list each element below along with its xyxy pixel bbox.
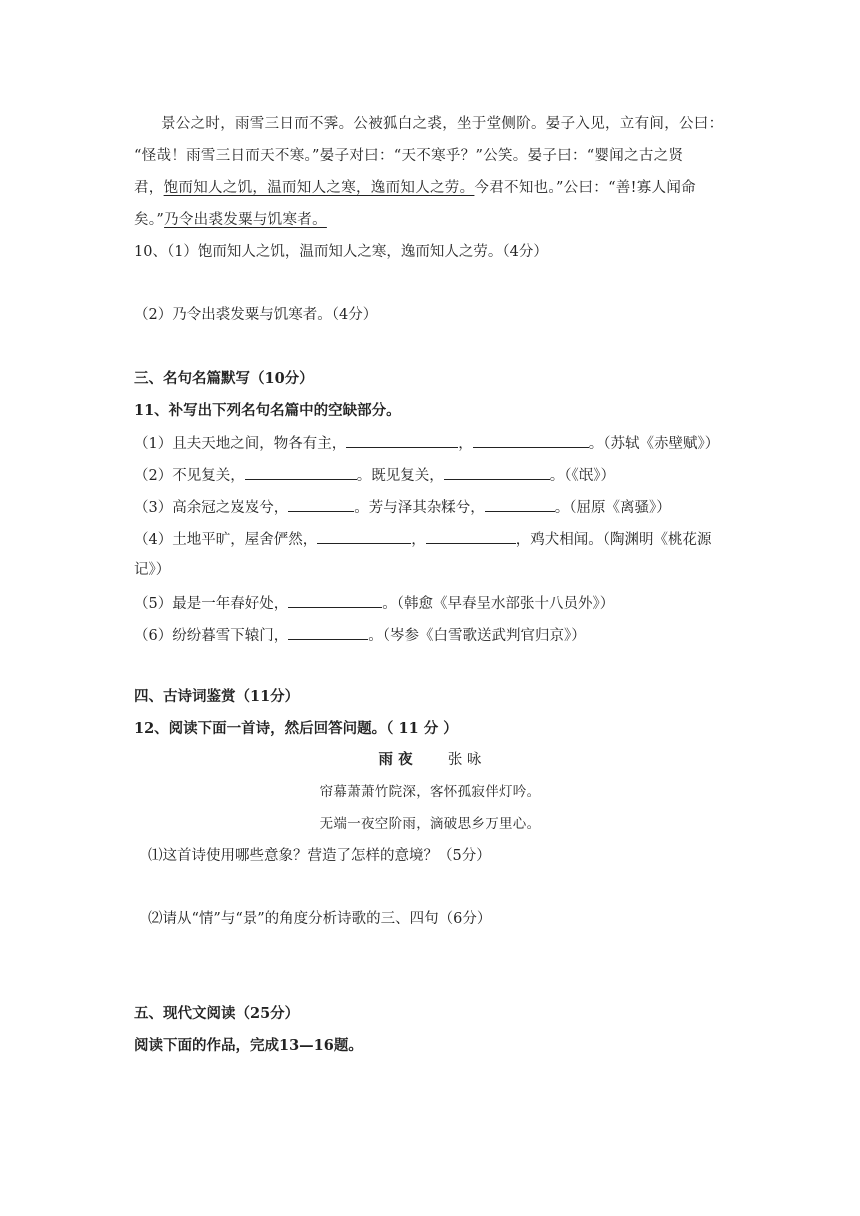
- q12-prompt: 12、阅读下面一首诗，然后回答问题。（ 11 分 ）: [134, 720, 458, 737]
- answer-blank[interactable]: [473, 431, 589, 448]
- answer-blank[interactable]: [317, 527, 411, 544]
- q12-sub-2: ⑵请从“情”与“景”的角度分析诗歌的三、四句（6分）: [148, 911, 492, 927]
- answer-blank[interactable]: [288, 623, 368, 640]
- q10-part-1: [134, 241, 548, 263]
- answer-blank[interactable]: [485, 495, 555, 512]
- passage-line-4: [134, 209, 327, 231]
- q11-item-1: [134, 431, 719, 455]
- q10-part-1-text: （1）饱而知人之饥，温而知人之寒，逸而知人之劳。（4分）: [166, 244, 548, 260]
- underlined-sentence-2: 乃令出裘发粟与饥寒者。: [164, 212, 327, 228]
- q12-sub-1: ⑴这首诗使用哪些意象？营造了怎样的意境？（5分）: [148, 848, 491, 864]
- poem-heading: [0, 749, 860, 771]
- item-text: 。（岑参《白雪歌送武判官归京》）: [368, 628, 586, 644]
- q11-item-4-cont: 记》）: [134, 562, 171, 578]
- q11-item-6: [134, 623, 586, 647]
- q11-item-4: [134, 527, 711, 551]
- q11-item-2: [134, 463, 615, 487]
- item-text: 。（苏轼《赤壁赋》）: [588, 436, 720, 452]
- poem-line-2: 无端一夜空阶雨，滴破思乡万里心。: [319, 816, 541, 832]
- section-5-intro: 阅读下面的作品，完成13—16题。: [134, 1037, 363, 1054]
- q11-item-5: [134, 591, 614, 615]
- answer-blank[interactable]: [426, 527, 516, 544]
- passage-line-3: [134, 177, 696, 199]
- answer-blank[interactable]: [245, 463, 357, 480]
- answer-blank[interactable]: [288, 591, 382, 608]
- passage-text: 今君不知也。”公曰：“善!寡人闻命: [474, 180, 696, 196]
- poem-line-1: 帘幕萧萧竹院深，客怀孤寂伴灯吟。: [319, 784, 541, 800]
- passage-line-2: “怪哉！雨雪三日而天不寒。”晏子对曰：“天不寒乎？”公笑。晏子曰：“婴闻之古之贤: [134, 148, 684, 164]
- poem-author: 张 咏: [447, 752, 482, 768]
- item-text: 。（《氓》）: [549, 468, 615, 484]
- item-text: 。（屈原《离骚》）: [554, 500, 671, 516]
- answer-blank[interactable]: [288, 495, 354, 512]
- q11-prompt: 11、补写出下列名句名篇中的空缺部分。: [134, 402, 401, 419]
- section-4-title: 四、古诗词鉴赏（11分）: [134, 688, 300, 705]
- item-text: （1）且夫天地之间，物各有主，: [134, 436, 347, 452]
- item-text: ，: [411, 532, 426, 548]
- poem-title: 雨 夜: [378, 751, 413, 768]
- item-text: 。（韩愈《早春呈水部张十八员外》）: [382, 596, 615, 612]
- item-text: （3）高余冠之岌岌兮，: [134, 500, 289, 516]
- question-number: 10、: [134, 244, 167, 260]
- item-text: （2）不见复关，: [134, 468, 245, 484]
- item-text: （4）土地平旷，屋舍俨然，: [134, 532, 318, 548]
- item-text: 。芳与泽其杂糅兮，: [354, 500, 485, 516]
- q10-part-2: （2）乃令出裘发粟与饥寒者。（4分）: [134, 307, 378, 323]
- section-3-title: 三、名句名篇默写（10分）: [134, 370, 314, 387]
- item-text: ，: [458, 436, 473, 452]
- item-text: 。既见复关，: [356, 468, 444, 484]
- passage-text: 矣。”: [134, 212, 165, 228]
- item-text: ，鸡犬相闻。（陶渊明《桃花源: [515, 532, 712, 548]
- section-5-title: 五、现代文阅读（25分）: [134, 1005, 300, 1022]
- answer-blank[interactable]: [444, 463, 550, 480]
- answer-blank[interactable]: [346, 431, 458, 448]
- q11-item-3: [134, 495, 671, 519]
- underlined-sentence-1: 饱而知人之饥，温而知人之寒，逸而知人之劳。: [163, 180, 475, 196]
- passage-line-1: 景公之时，雨雪三日而不霁。公被狐白之裘，坐于堂侧阶。晏子入见，立有间，公曰：: [161, 116, 724, 132]
- item-text: （5）最是一年春好处，: [134, 596, 289, 612]
- item-text: （6）纷纷暮雪下辕门，: [134, 628, 289, 644]
- passage-text: 君，: [134, 180, 164, 196]
